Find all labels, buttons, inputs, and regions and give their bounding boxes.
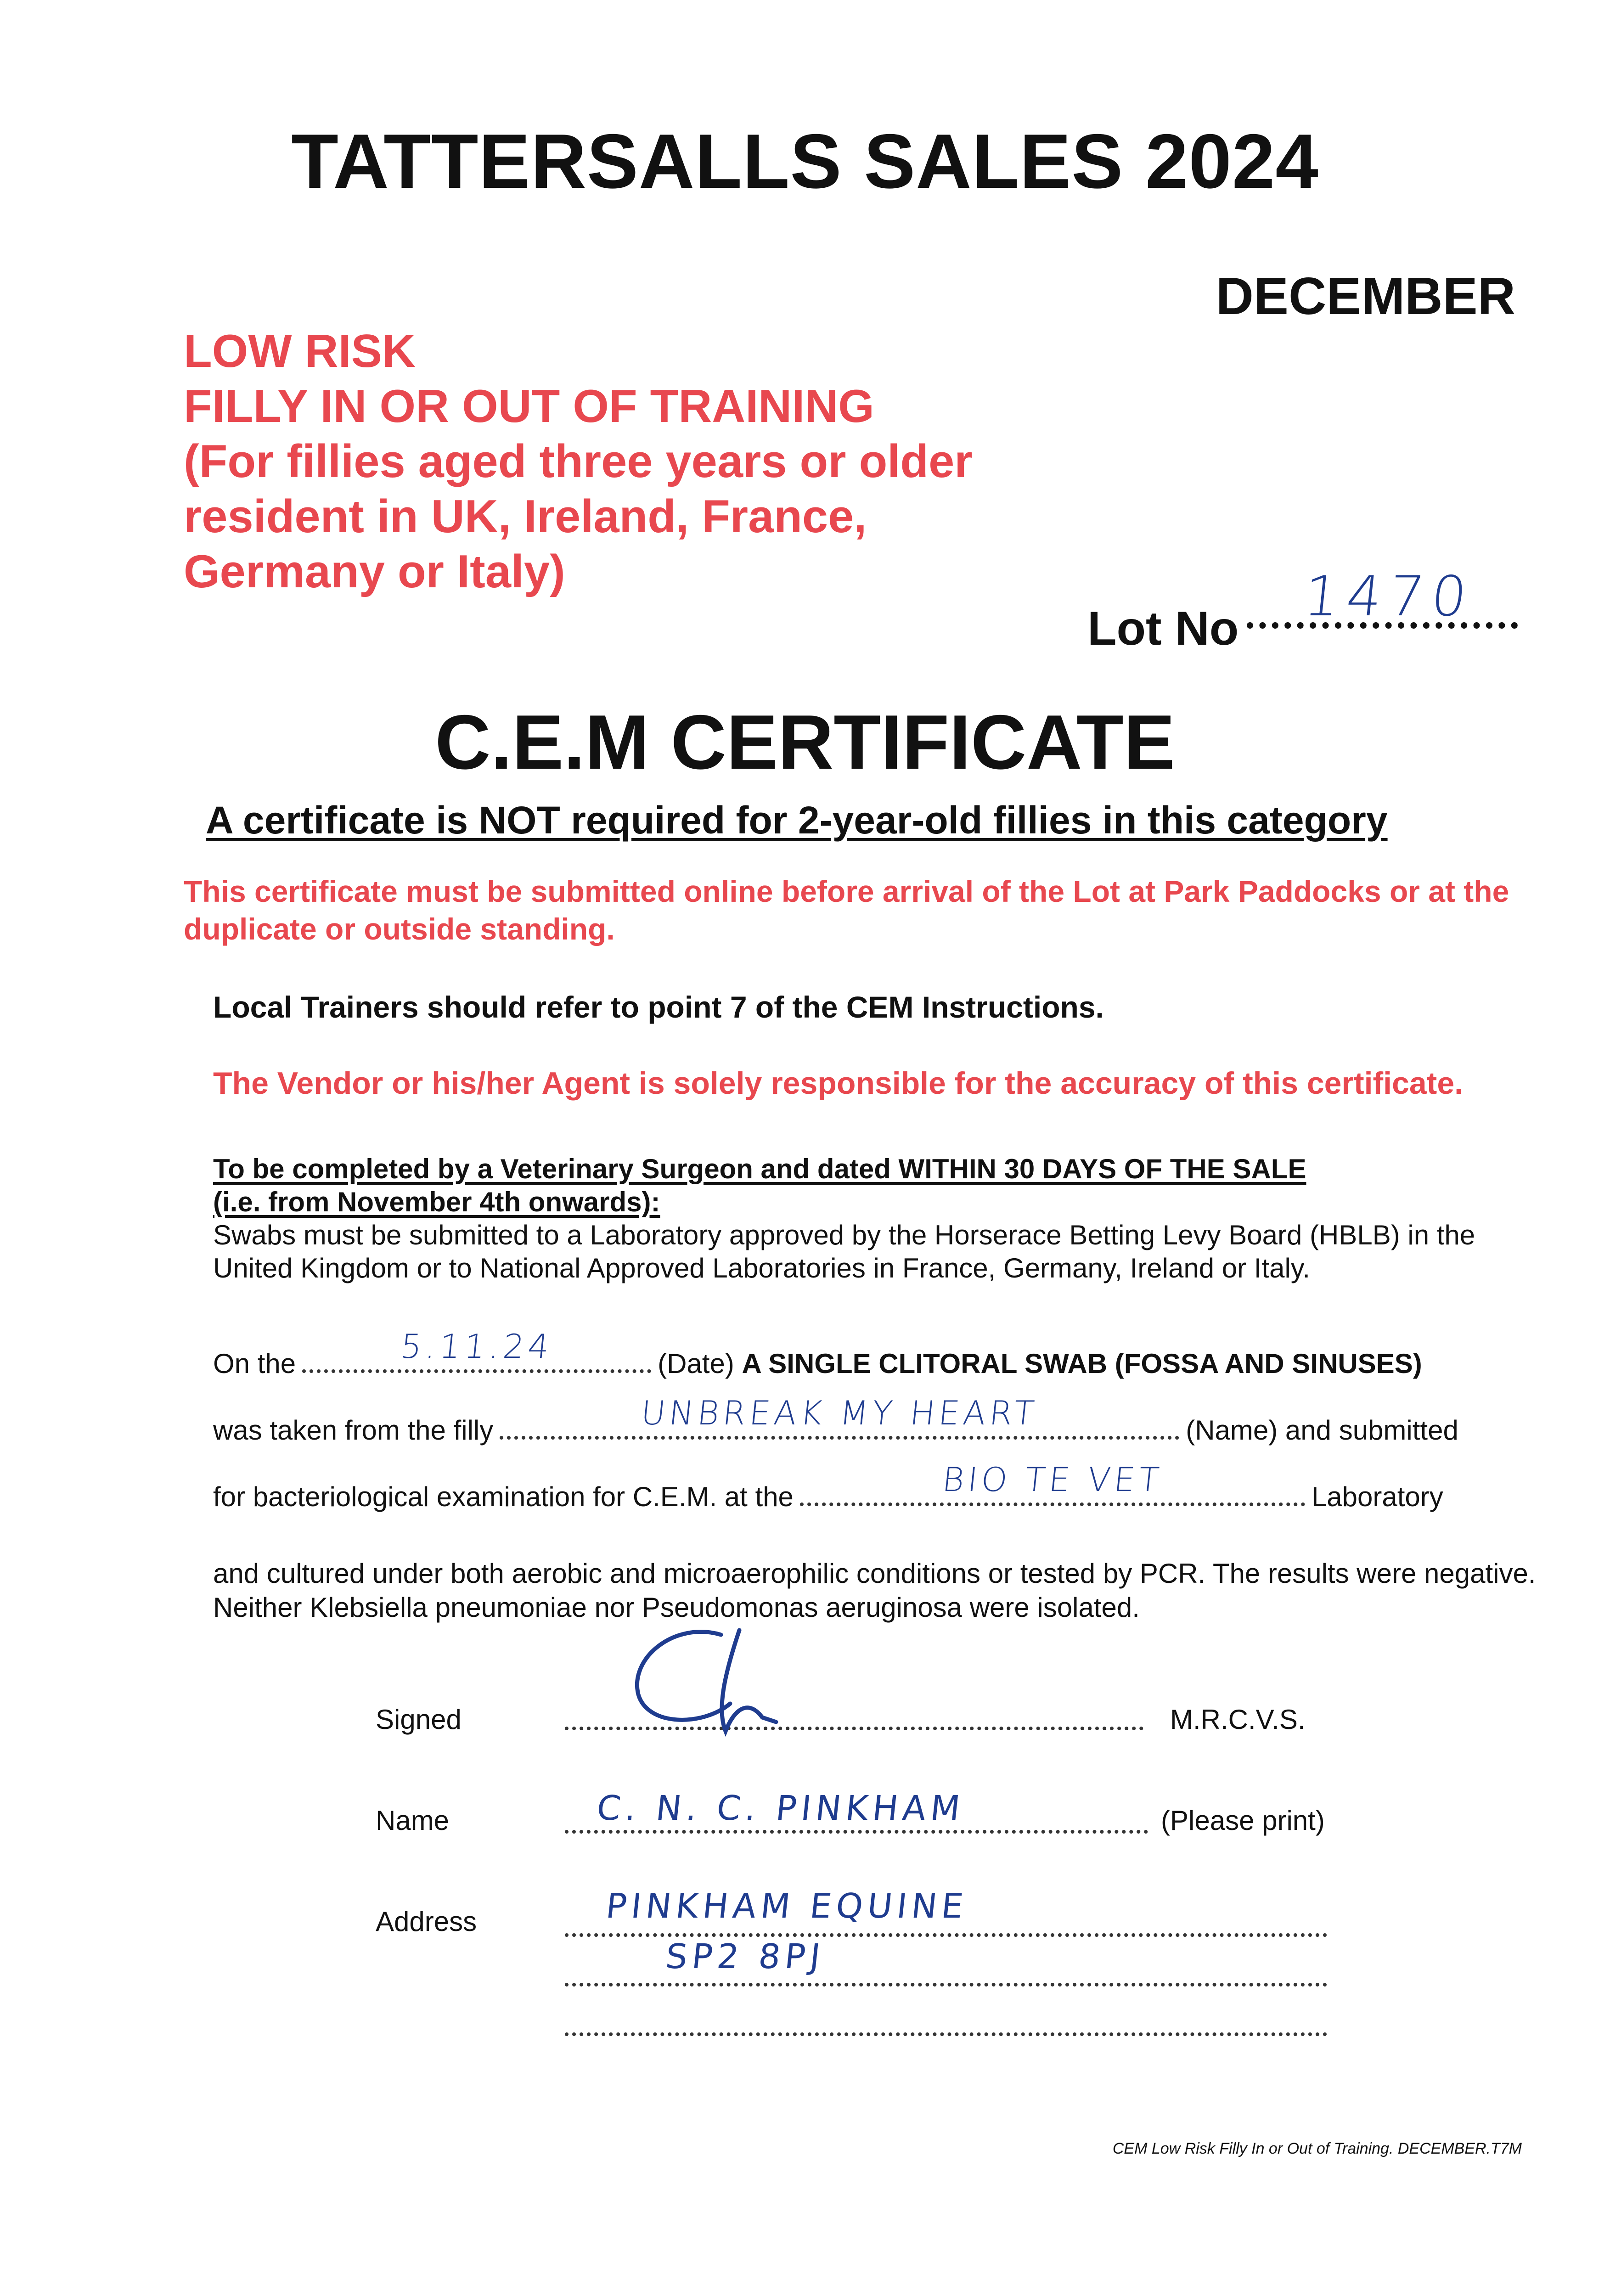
address-field-line1 (565, 1933, 1327, 1937)
submission-notice: This certificate must be submitted online before arrival of the Lot at Park Paddocks or at the duplicate or outside standing. (184, 874, 1509, 946)
instructions-heading: To be completed by a Veterinary Surgeon and dated WITHIN 30 DAYS OF THE SALE (213, 1154, 1306, 1184)
filly-name-value: UNBREAK MY HEART (639, 1394, 1040, 1432)
filly-prefix: was taken from the filly (213, 1415, 494, 1446)
results-statement: and cultured under both aerobic and microaerophilic conditions or tested by PCR. The results were negative. Neither Klebsiella pneumoniae nor Pseudomonas aeruginosa were isolated. (213, 1558, 1536, 1623)
sale-month: DECEMBER (1216, 267, 1515, 326)
footer-reference: CEM Low Risk Filly In or Out of Training. DECEMBER.T7M (1112, 2140, 1522, 2157)
laboratory-line (213, 1460, 1443, 1513)
vet-name-value: C. N. C. PINKHAM (595, 1789, 967, 1828)
date-suffix: (Date) (658, 1348, 734, 1379)
date-field (302, 1327, 651, 1373)
laboratory-field (800, 1460, 1305, 1506)
certificate-subtitle: A certificate is NOT required for 2-year-old fillies in this category (206, 799, 1388, 842)
lab-suffix: Laboratory (1311, 1481, 1443, 1512)
name-label: Name (376, 1805, 450, 1836)
local-trainers-note: Local Trainers should refer to point 7 of the CEM Instructions. (213, 990, 1104, 1024)
risk-line: LOW RISK (184, 326, 416, 377)
filly-suffix: (Name) and submitted (1186, 1415, 1458, 1446)
vendor-responsibility-note: The Vendor or his/her Agent is solely responsible for the accuracy of this certificate. (213, 1066, 1464, 1101)
address-label: Address (376, 1906, 477, 1937)
risk-category (184, 324, 973, 599)
date-line (213, 1327, 1422, 1379)
risk-line: resident in UK, Ireland, France, (184, 491, 867, 542)
vet-instructions (213, 1153, 1545, 1285)
signature-scribble-icon (611, 1616, 868, 1745)
address-line2-value: SP2 8PJ (664, 1937, 827, 1976)
risk-line: (For fillies aged three years or older (184, 436, 973, 487)
risk-line: FILLY IN OR OUT OF TRAINING (184, 381, 874, 432)
laboratory-value: BIO TE VET (940, 1460, 1165, 1499)
swab-description: A SINGLE CLITORAL SWAB (FOSSA AND SINUSES) (742, 1348, 1422, 1379)
address-field-line2 (565, 1983, 1327, 1986)
lab-prefix: for bacteriological examination for C.E.M. at the (213, 1481, 794, 1512)
date-value: 5.11.24 (399, 1327, 555, 1366)
name-field (565, 1830, 1148, 1834)
document-title: TATTERSALLS SALES 2024 (291, 118, 1319, 204)
lot-number-value: 1470 (1300, 565, 1477, 629)
address-line1-value: PINKHAM EQUINE (604, 1886, 970, 1926)
lot-number-label: Lot No (1087, 602, 1239, 655)
instructions-body: Swabs must be submitted to a Laboratory approved by the Horserace Betting Levy Board (HBLB) in the United Kingdom or to National Approved Laboratories in France, Germany, Ireland or Italy. (213, 1220, 1475, 1283)
address-field-line3 (565, 2032, 1327, 2036)
risk-line: Germany or Italy) (184, 546, 565, 597)
filly-line (213, 1394, 1458, 1446)
please-print-label: (Please print) (1161, 1805, 1325, 1836)
date-prefix: On the (213, 1348, 296, 1379)
filly-name-field (500, 1394, 1179, 1440)
certificate-title: C.E.M CERTIFICATE (435, 699, 1175, 785)
instructions-heading-dates: (i.e. from November 4th onwards): (213, 1187, 660, 1217)
mrcvs-label: M.R.C.V.S. (1170, 1704, 1306, 1735)
signed-label: Signed (376, 1704, 462, 1735)
